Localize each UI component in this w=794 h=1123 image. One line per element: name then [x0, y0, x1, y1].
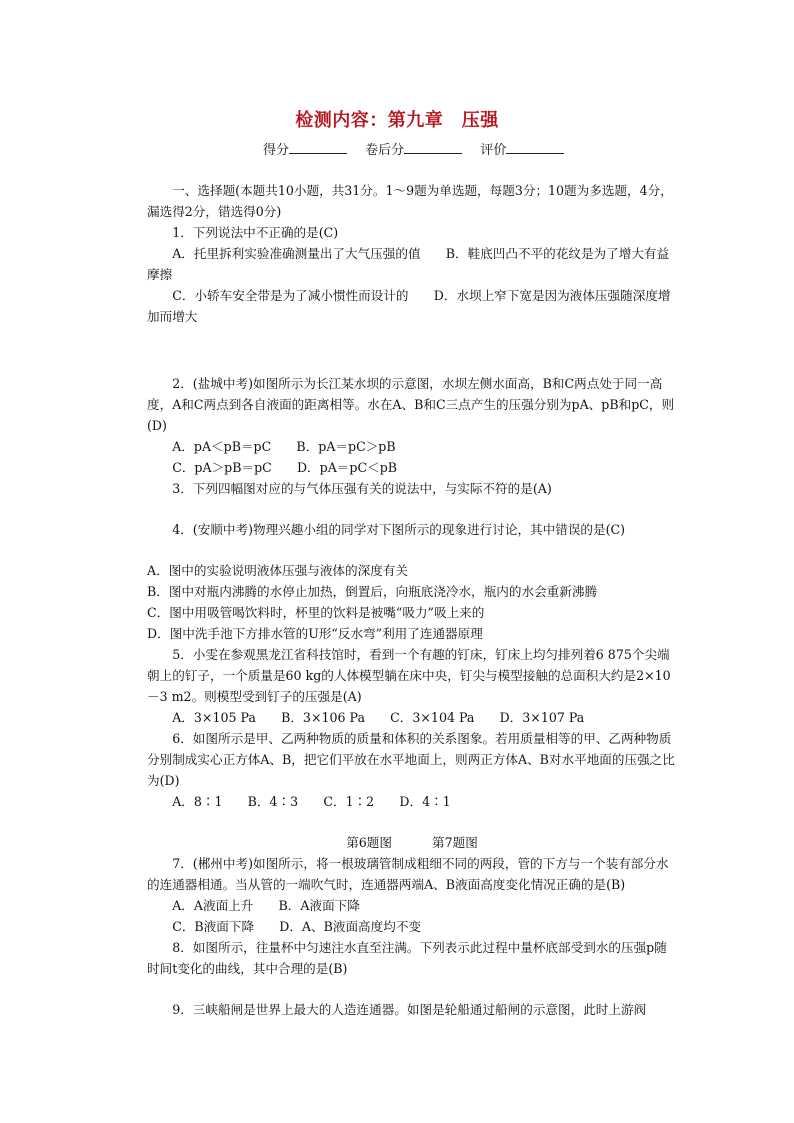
figure-space: [147, 327, 677, 373]
q4-stem: 4．(安顺中考)物理兴趣小组的同学对下图所示的现象进行讨论，其中错误的是(C): [172, 522, 626, 537]
evaluation-label: 评价: [480, 143, 507, 158]
score-line: [263, 139, 578, 158]
q6-stem: 6．如图所示是甲、乙两种物质的质量和体积的关系图象。若用质量相等的甲、乙两种物质分别制成实心正方体A、B，把它们平放在水平地面上，则两正方体A、B对水平地面的压强之比为(D): [147, 731, 675, 788]
figure-space: [147, 979, 677, 999]
page-title: 检测内容：第九章 压强: [295, 110, 499, 131]
q4-option-b: B．图中对瓶内沸腾的水停止加热，倒置后，向瓶底浇冷水，瓶内的水会重新沸腾: [147, 584, 598, 599]
figure-captions: [147, 832, 677, 853]
q2-options-cd: C．pA＞pB＝pC D．pA＝pC＜pB: [172, 460, 398, 475]
paper-score-label: 卷后分: [365, 143, 405, 158]
q2-stem: 2．(盐城中考)如图所示为长江某水坝的示意图，水坝左侧水面高，B和C两点处于同一高度，A和C两点到各自液面的距离相等。水在A、B和C三点产生的压强分别为pA、pB和pC，则(D): [147, 376, 675, 433]
section-intro: 一、选择题(本题共10小题，共31分。1～9题为单选题，每题3分；10题为多选题，4分，漏选得2分，错选得0分): [147, 183, 673, 219]
question-content: [147, 180, 677, 1020]
q1-options-ab: A．托里拆利实验准确测量出了大气压强的值 B．鞋底凹凸不平的花纹是为了增大有益摩擦: [147, 246, 670, 282]
figure-space: [147, 812, 677, 832]
q6-options: A．8∶1 B．4∶3 C．1∶2 D．4∶1: [172, 794, 451, 809]
q8-stem: 8．如图所示，往量杯中匀速注水直至注满。下列表示此过程中量杯底部受到水的压强p随时间t变化的曲线，其中合理的是(B): [147, 940, 667, 976]
figure-caption-7: 第7题图: [432, 835, 478, 850]
q3-stem: 3．下列四幅图对应的与气体压强有关的说法中，与实际不符的是(A): [172, 481, 552, 496]
score-label: 得分: [263, 143, 290, 158]
q4-option-d: D．图中洗手池下方排水管的U形“反水弯”利用了连通器原理: [147, 626, 483, 641]
q7-options-cd: C．B液面下降 D．A、B液面高度均不变: [172, 919, 422, 934]
q9-stem: 9．三峡船闸是世界上最大的人造连通器。如图是轮船通过船闸的示意图，此时上游阀: [172, 1002, 647, 1017]
q5-options: A．3×105 Pa B．3×106 Pa C．3×104 Pa D．3×107 Pa: [172, 710, 585, 725]
paper-score-blank[interactable]: [404, 141, 462, 154]
q7-options-ab: A．A液面上升 B．A液面下降: [172, 898, 360, 913]
q4-option-a: A．图中的实验说明液体压强与液体的深度有关: [147, 563, 408, 578]
score-blank[interactable]: [289, 141, 347, 154]
q5-stem: 5．小雯在参观黑龙江省科技馆时，看到一个有趣的钉床，钉床上均匀排列着6 875个尖端朝上的钉子，一个质量是60 kg的人体模型躺在床中央，钉尖与模型接触的总面积大约是2×10－3 m2。则模型受到钉子的压强是(A): [147, 647, 671, 704]
q1-options-cd: C．小轿车安全带是为了减小惯性而设计的 D．水坝上窄下宽是因为液体压强随深度增加而增大: [147, 288, 671, 324]
evaluation-blank[interactable]: [506, 141, 564, 154]
q2-options-ab: A．pA＜pB＝pC B．pA＝pC＞pB: [172, 439, 396, 454]
figure-caption-6: 第6题图: [346, 835, 392, 850]
q4-option-c: C．图中用吸管喝饮料时，杯里的饮料是被嘴“吸力”吸上来的: [147, 605, 485, 620]
figure-space: [147, 540, 677, 560]
q7-stem: 7．(郴州中考)如图所示，将一根玻璃管制成粗细不同的两段，管的下方与一个装有部分水的连通器相通。当从管的一端吹气时，连通器两端A、B液面高度变化情况正确的是(B): [147, 856, 669, 892]
figure-space: [147, 499, 677, 519]
q1-stem: 1．下列说法中不正确的是(C): [172, 225, 339, 240]
